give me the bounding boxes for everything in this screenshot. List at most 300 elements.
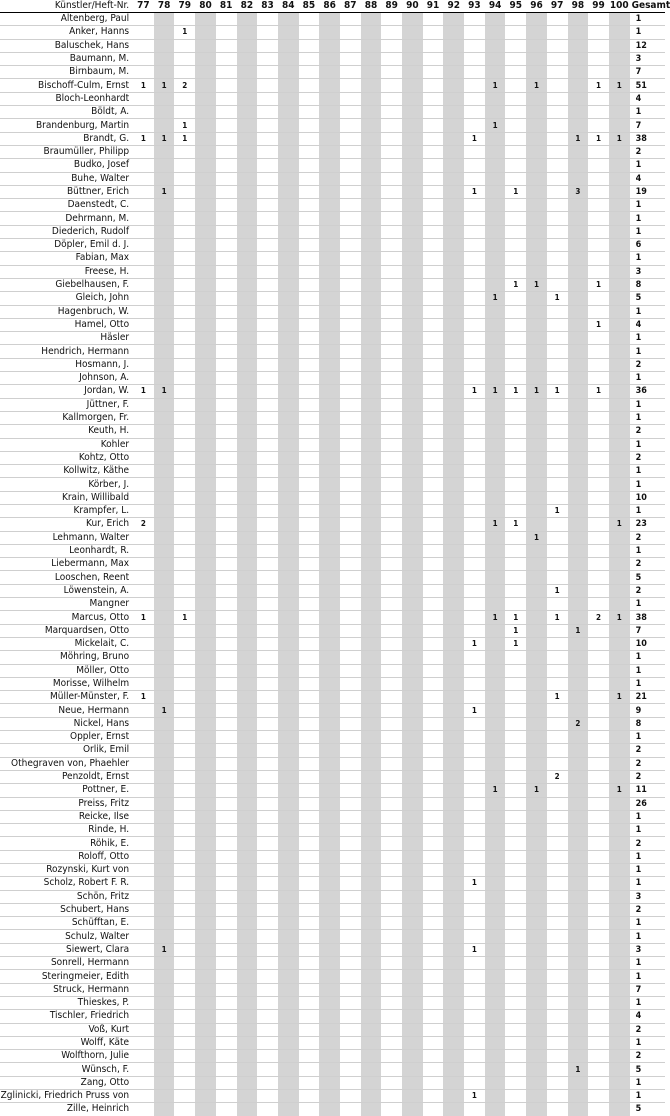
issue-cell-92 (443, 903, 464, 916)
issue-cell-97 (547, 132, 568, 145)
issue-cell-92 (443, 651, 464, 664)
artist-name: Morisse, Wilhelm (0, 677, 133, 690)
issue-cell-86 (319, 92, 340, 105)
issue-cell-82 (237, 318, 258, 331)
issue-cell-82 (237, 677, 258, 690)
issue-cell-82 (237, 1090, 258, 1103)
issue-cell-93 (464, 996, 485, 1009)
issue-cell-82 (237, 145, 258, 158)
issue-cell-98 (568, 558, 589, 571)
issue-cell-84 (278, 239, 299, 252)
issue-cell-90 (402, 651, 423, 664)
issue-cell-85 (299, 624, 320, 637)
issue-cell-92 (443, 544, 464, 557)
issue-cell-82 (237, 1010, 258, 1023)
issue-cell-88 (361, 1076, 382, 1089)
issue-cell-78 (154, 558, 175, 571)
issue-cell-98 (568, 66, 589, 79)
issue-cell-81 (216, 717, 237, 730)
issue-cell-84 (278, 345, 299, 358)
issue-cell-99 (588, 784, 609, 797)
issue-cell-89 (381, 704, 402, 717)
issue-cell-93 (464, 664, 485, 677)
issue-cell-82 (237, 372, 258, 385)
issue-cell-89 (381, 185, 402, 198)
issue-cell-85 (299, 225, 320, 238)
issue-cell-99 (588, 1023, 609, 1036)
issue-cell-99 (588, 159, 609, 172)
artist-total: 3 (630, 943, 665, 956)
issue-cell-90 (402, 903, 423, 916)
issue-cell-80 (195, 677, 216, 690)
issue-cell-97: 1 (547, 292, 568, 305)
issue-cell-89 (381, 518, 402, 531)
issue-cell-95 (505, 704, 526, 717)
issue-cell-79 (174, 943, 195, 956)
issue-cell-83 (257, 252, 278, 265)
issue-cell-91 (423, 824, 444, 837)
issue-cell-94 (485, 930, 506, 943)
issue-cell-100: 1 (609, 611, 630, 624)
issue-cell-79 (174, 106, 195, 119)
table-row (0, 558, 665, 571)
issue-cell-94 (485, 425, 506, 438)
issue-cell-94 (485, 132, 506, 145)
issue-cell-97 (547, 757, 568, 770)
issue-cell-92 (443, 212, 464, 225)
issue-cell-79 (174, 744, 195, 757)
issue-cell-86 (319, 824, 340, 837)
issue-cell-93 (464, 438, 485, 451)
issue-cell-87 (340, 159, 361, 172)
issue-cell-78: 1 (154, 185, 175, 198)
issue-cell-91 (423, 1076, 444, 1089)
issue-cell-87 (340, 877, 361, 890)
issue-cell-77 (133, 850, 154, 863)
issue-cell-98 (568, 159, 589, 172)
issue-cell-86 (319, 132, 340, 145)
issue-cell-79 (174, 704, 195, 717)
table-row (0, 930, 665, 943)
table-row (0, 465, 665, 478)
issue-cell-83 (257, 731, 278, 744)
issue-cell-86 (319, 398, 340, 411)
issue-cell-88 (361, 345, 382, 358)
issue-cell-88 (361, 358, 382, 371)
issue-cell-93 (464, 358, 485, 371)
header-total: Gesamt (631, 0, 670, 11)
issue-cell-78: 1 (154, 132, 175, 145)
issue-cell-85 (299, 584, 320, 597)
issue-cell-91 (423, 92, 444, 105)
table-row (0, 252, 665, 265)
issue-cell-77 (133, 358, 154, 371)
issue-cell-77 (133, 145, 154, 158)
artist-total: 9 (630, 704, 665, 717)
issue-cell-99 (588, 185, 609, 198)
artist-total: 1 (630, 810, 665, 823)
issue-cell-99 (588, 890, 609, 903)
issue-cell-86 (319, 1090, 340, 1103)
issue-cell-77 (133, 425, 154, 438)
artist-name: Röhik, E. (0, 837, 133, 850)
issue-cell-80 (195, 504, 216, 517)
issue-cell-98 (568, 438, 589, 451)
issue-cell-82 (237, 691, 258, 704)
issue-cell-100 (609, 1103, 630, 1116)
issue-cell-98 (568, 864, 589, 877)
issue-cell-78 (154, 1063, 175, 1076)
issue-cell-85 (299, 318, 320, 331)
artist-total: 2 (630, 903, 665, 916)
issue-cell-85 (299, 504, 320, 517)
issue-cell-97: 1 (547, 691, 568, 704)
issue-cell-95 (505, 943, 526, 956)
issue-cell-96 (526, 797, 547, 810)
issue-cell-88 (361, 425, 382, 438)
issue-cell-98 (568, 79, 589, 92)
issue-cell-79 (174, 824, 195, 837)
issue-cell-100 (609, 26, 630, 39)
issue-cell-79 (174, 664, 195, 677)
issue-cell-86 (319, 13, 340, 26)
issue-cell-86 (319, 664, 340, 677)
issue-cell-93 (464, 106, 485, 119)
issue-cell-97 (547, 26, 568, 39)
issue-cell-79 (174, 957, 195, 970)
artist-name: Mangner (0, 598, 133, 611)
issue-cell-94 (485, 1023, 506, 1036)
issue-cell-89 (381, 637, 402, 650)
issue-cell-77: 1 (133, 79, 154, 92)
issue-cell-87 (340, 345, 361, 358)
issue-cell-96 (526, 159, 547, 172)
issue-cell-91 (423, 398, 444, 411)
issue-cell-95 (505, 731, 526, 744)
artist-total: 1 (630, 411, 665, 424)
table-row (0, 704, 665, 717)
issue-cell-100 (609, 225, 630, 238)
issue-cell-81 (216, 411, 237, 424)
issue-cell-77 (133, 66, 154, 79)
issue-cell-87 (340, 106, 361, 119)
issue-cell-95 (505, 824, 526, 837)
issue-cell-84 (278, 531, 299, 544)
issue-cell-89 (381, 172, 402, 185)
issue-cell-79 (174, 372, 195, 385)
table-row (0, 199, 665, 212)
issue-cell-91 (423, 252, 444, 265)
issue-cell-80 (195, 850, 216, 863)
issue-cell-77 (133, 372, 154, 385)
issue-cell-91 (423, 318, 444, 331)
issue-cell-89 (381, 66, 402, 79)
issue-cell-87 (340, 39, 361, 52)
issue-cell-92 (443, 1010, 464, 1023)
issue-cell-86 (319, 478, 340, 491)
issue-cell-81 (216, 810, 237, 823)
issue-cell-79 (174, 544, 195, 557)
issue-cell-93 (464, 411, 485, 424)
issue-cell-98 (568, 598, 589, 611)
issue-cell-85 (299, 92, 320, 105)
artist-name: Diederich, Rudolf (0, 225, 133, 238)
issue-cell-96 (526, 145, 547, 158)
issue-cell-88 (361, 305, 382, 318)
issue-cell-85 (299, 411, 320, 424)
issue-cell-96 (526, 372, 547, 385)
issue-cell-82 (237, 13, 258, 26)
issue-cell-96 (526, 677, 547, 690)
issue-cell-98 (568, 637, 589, 650)
issue-cell-79 (174, 1076, 195, 1089)
table-row (0, 1063, 665, 1076)
issue-cell-80 (195, 1103, 216, 1116)
issue-cell-82 (237, 225, 258, 238)
issue-cell-87 (340, 451, 361, 464)
issue-cell-91 (423, 39, 444, 52)
issue-cell-81 (216, 983, 237, 996)
issue-cell-92 (443, 318, 464, 331)
issue-cell-93 (464, 624, 485, 637)
issue-cell-88 (361, 52, 382, 65)
issue-cell-93 (464, 278, 485, 291)
issue-cell-78 (154, 691, 175, 704)
issue-cell-80 (195, 664, 216, 677)
issue-cell-81 (216, 265, 237, 278)
issue-cell-80 (195, 478, 216, 491)
table-row (0, 106, 665, 119)
issue-cell-90 (402, 824, 423, 837)
issue-cell-88 (361, 983, 382, 996)
table-row (0, 39, 665, 52)
artist-name: Bischoff-Culm, Ernst (0, 79, 133, 92)
issue-cell-90 (402, 717, 423, 730)
issue-cell-98 (568, 305, 589, 318)
issue-cell-89 (381, 837, 402, 850)
table-row (0, 425, 665, 438)
issue-cell-84 (278, 757, 299, 770)
issue-cell-92 (443, 398, 464, 411)
header-issue-95: 95 (505, 0, 526, 13)
issue-cell-90 (402, 877, 423, 890)
issue-cell-80 (195, 39, 216, 52)
issue-cell-84 (278, 398, 299, 411)
issue-cell-91 (423, 637, 444, 650)
issue-cell-96 (526, 571, 547, 584)
artist-name: Döpler, Emil d. J. (0, 239, 133, 252)
issue-cell-91 (423, 172, 444, 185)
issue-cell-97 (547, 491, 568, 504)
issue-cell-85 (299, 571, 320, 584)
issue-cell-91 (423, 438, 444, 451)
issue-cell-83 (257, 757, 278, 770)
issue-cell-95 (505, 172, 526, 185)
issue-cell-77 (133, 930, 154, 943)
table-row (0, 996, 665, 1009)
artist-name: Nickel, Hans (0, 717, 133, 730)
issue-cell-81 (216, 385, 237, 398)
issue-cell-95 (505, 92, 526, 105)
issue-cell-79 (174, 598, 195, 611)
issue-cell-77 (133, 943, 154, 956)
artist-name: Löwenstein, A. (0, 584, 133, 597)
issue-cell-94 (485, 757, 506, 770)
issue-cell-82 (237, 92, 258, 105)
issue-cell-91 (423, 797, 444, 810)
issue-cell-100 (609, 903, 630, 916)
issue-cell-94 (485, 970, 506, 983)
issue-cell-81 (216, 504, 237, 517)
issue-cell-83 (257, 664, 278, 677)
issue-cell-77 (133, 983, 154, 996)
issue-cell-95 (505, 491, 526, 504)
issue-cell-90 (402, 637, 423, 650)
issue-cell-77 (133, 531, 154, 544)
table-row (0, 731, 665, 744)
issue-cell-86 (319, 199, 340, 212)
issue-cell-93 (464, 465, 485, 478)
issue-cell-82 (237, 265, 258, 278)
issue-cell-93 (464, 239, 485, 252)
issue-cell-82 (237, 996, 258, 1009)
issue-cell-97 (547, 571, 568, 584)
table-row (0, 438, 665, 451)
issue-cell-82 (237, 837, 258, 850)
issue-cell-91 (423, 106, 444, 119)
issue-cell-79 (174, 784, 195, 797)
issue-cell-94 (485, 677, 506, 690)
header-issue-93: 93 (464, 0, 485, 13)
issue-cell-87 (340, 837, 361, 850)
artist-name: Voß, Kurt (0, 1023, 133, 1036)
issue-cell-89 (381, 770, 402, 783)
issue-cell-91 (423, 145, 444, 158)
artist-name: Kohler (0, 438, 133, 451)
artist-total: 2 (630, 425, 665, 438)
issue-cell-84 (278, 265, 299, 278)
issue-cell-100: 1 (609, 132, 630, 145)
issue-cell-77 (133, 465, 154, 478)
issue-cell-96 (526, 1023, 547, 1036)
issue-cell-86 (319, 332, 340, 345)
issue-cell-94: 1 (485, 79, 506, 92)
issue-cell-99 (588, 877, 609, 890)
issue-cell-88 (361, 571, 382, 584)
issue-cell-96 (526, 518, 547, 531)
issue-cell-79 (174, 332, 195, 345)
issue-cell-77 (133, 571, 154, 584)
issue-cell-94 (485, 691, 506, 704)
issue-cell-98 (568, 917, 589, 930)
issue-cell-88 (361, 717, 382, 730)
issue-cell-97 (547, 651, 568, 664)
issue-cell-85 (299, 611, 320, 624)
issue-cell-81 (216, 677, 237, 690)
issue-cell-92 (443, 837, 464, 850)
artist-name: Schön, Fritz (0, 890, 133, 903)
artist-total: 4 (630, 1010, 665, 1023)
issue-cell-80 (195, 837, 216, 850)
issue-cell-81 (216, 704, 237, 717)
issue-cell-98 (568, 611, 589, 624)
issue-cell-98 (568, 850, 589, 863)
issue-cell-81 (216, 1050, 237, 1063)
issue-cell-87 (340, 930, 361, 943)
issue-cell-91 (423, 79, 444, 92)
issue-cell-80 (195, 810, 216, 823)
issue-cell-93: 1 (464, 1090, 485, 1103)
issue-cell-94: 1 (485, 611, 506, 624)
table-row (0, 13, 665, 26)
issue-cell-81 (216, 837, 237, 850)
issue-cell-82 (237, 957, 258, 970)
issue-cell-91 (423, 903, 444, 916)
issue-cell-93 (464, 13, 485, 26)
issue-cell-79 (174, 159, 195, 172)
issue-cell-90 (402, 1036, 423, 1049)
issue-cell-87 (340, 52, 361, 65)
issue-cell-79 (174, 983, 195, 996)
issue-cell-98 (568, 385, 589, 398)
issue-cell-90 (402, 1076, 423, 1089)
issue-cell-100 (609, 239, 630, 252)
header-issue-82: 82 (237, 0, 258, 13)
artist-name: Oppler, Ernst (0, 731, 133, 744)
issue-cell-96 (526, 544, 547, 557)
issue-cell-80 (195, 172, 216, 185)
issue-cell-91 (423, 996, 444, 1009)
issue-cell-95: 1 (505, 185, 526, 198)
issue-cell-82 (237, 159, 258, 172)
issue-cell-89 (381, 983, 402, 996)
issue-cell-93 (464, 797, 485, 810)
issue-cell-87 (340, 172, 361, 185)
issue-cell-86 (319, 943, 340, 956)
issue-cell-98 (568, 26, 589, 39)
issue-cell-85 (299, 145, 320, 158)
issue-cell-82 (237, 598, 258, 611)
issue-cell-97 (547, 890, 568, 903)
issue-cell-81 (216, 438, 237, 451)
issue-cell-90 (402, 451, 423, 464)
issue-cell-84 (278, 318, 299, 331)
issue-cell-84 (278, 13, 299, 26)
issue-cell-77 (133, 345, 154, 358)
issue-cell-84 (278, 332, 299, 345)
issue-cell-88 (361, 691, 382, 704)
artist-total: 1 (630, 332, 665, 345)
artist-name: Kallmorgen, Fr. (0, 411, 133, 424)
issue-cell-90 (402, 332, 423, 345)
issue-cell-97 (547, 717, 568, 730)
artist-name: Fabian, Max (0, 252, 133, 265)
issue-cell-88 (361, 957, 382, 970)
issue-cell-78 (154, 1023, 175, 1036)
issue-cell-81 (216, 731, 237, 744)
artist-name: Freese, H. (0, 265, 133, 278)
issue-cell-98 (568, 877, 589, 890)
issue-cell-85 (299, 917, 320, 930)
issue-cell-94 (485, 212, 506, 225)
issue-cell-86 (319, 996, 340, 1009)
issue-cell-89 (381, 677, 402, 690)
issue-cell-100 (609, 92, 630, 105)
artist-total: 2 (630, 1050, 665, 1063)
issue-cell-98 (568, 970, 589, 983)
artist-name: Sonrell, Hermann (0, 957, 133, 970)
issue-cell-77 (133, 451, 154, 464)
